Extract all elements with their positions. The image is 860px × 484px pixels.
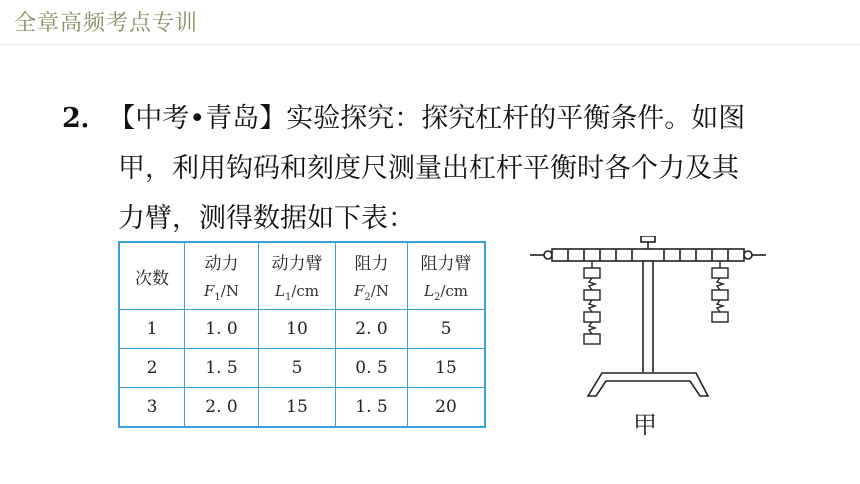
question-line-3: 力臂，测得数据如下表： bbox=[118, 203, 415, 234]
pivot bbox=[641, 236, 655, 249]
table-cell: 1. 5 bbox=[185, 349, 259, 388]
question-line-1 bbox=[62, 94, 802, 144]
figure-caption: 甲 bbox=[633, 411, 657, 439]
question-line-2: 甲，利用钩码和刻度尺测量出杠杆平衡时各个力及其 bbox=[118, 153, 739, 184]
question-block bbox=[62, 94, 802, 244]
header-label: 阻力臂 bbox=[420, 254, 472, 274]
header-label: 次数 bbox=[135, 268, 169, 289]
question-text-1: 【中考•青岛】实验探究：探究杠杆的平衡条件。如图 bbox=[121, 103, 746, 134]
table-cell: 2 bbox=[119, 349, 185, 388]
table-cell: 20 bbox=[408, 388, 486, 428]
table-row bbox=[119, 388, 485, 428]
header-cell-f2 bbox=[336, 242, 408, 310]
lever-bar bbox=[530, 249, 766, 261]
header-unit: $L_1/cm$ bbox=[274, 282, 320, 303]
table-cell: 15 bbox=[408, 349, 486, 388]
header-cell-l1 bbox=[259, 242, 336, 310]
header-divider bbox=[0, 44, 860, 45]
header-cell-f1 bbox=[185, 242, 259, 310]
table-cell: 1 bbox=[119, 310, 185, 349]
table-row bbox=[119, 310, 485, 349]
lever-balance-figure bbox=[530, 236, 770, 401]
table-cell: 1. 5 bbox=[336, 388, 408, 428]
header-cell-l2 bbox=[408, 242, 486, 310]
table-header-row bbox=[119, 242, 485, 310]
table-cell: 2. 0 bbox=[185, 388, 259, 428]
support-stand bbox=[588, 261, 708, 396]
table-cell: 15 bbox=[259, 388, 336, 428]
table-row bbox=[119, 349, 485, 388]
header-label: 动力 bbox=[204, 254, 239, 274]
table-cell: 2. 0 bbox=[336, 310, 408, 349]
header-unit: $F_2/N$ bbox=[354, 282, 389, 303]
header-title: 全章高频考点专训 bbox=[14, 11, 199, 36]
table-cell: 5 bbox=[408, 310, 486, 349]
table-cell: 0. 5 bbox=[336, 349, 408, 388]
table-cell: 5 bbox=[259, 349, 336, 388]
header-unit: $L_2/cm$ bbox=[423, 282, 469, 303]
left-weights bbox=[584, 261, 600, 344]
data-table bbox=[118, 241, 486, 428]
table-cell: 1. 0 bbox=[185, 310, 259, 349]
header-cell-count bbox=[119, 242, 185, 310]
header-label: 阻力 bbox=[354, 254, 389, 274]
question-number: 2． bbox=[62, 103, 108, 134]
table-cell: 3 bbox=[119, 388, 185, 428]
table-cell: 10 bbox=[259, 310, 336, 349]
right-weights bbox=[712, 261, 728, 322]
header-unit: $F_1/N$ bbox=[204, 282, 239, 303]
header-label: 动力臂 bbox=[271, 254, 323, 274]
